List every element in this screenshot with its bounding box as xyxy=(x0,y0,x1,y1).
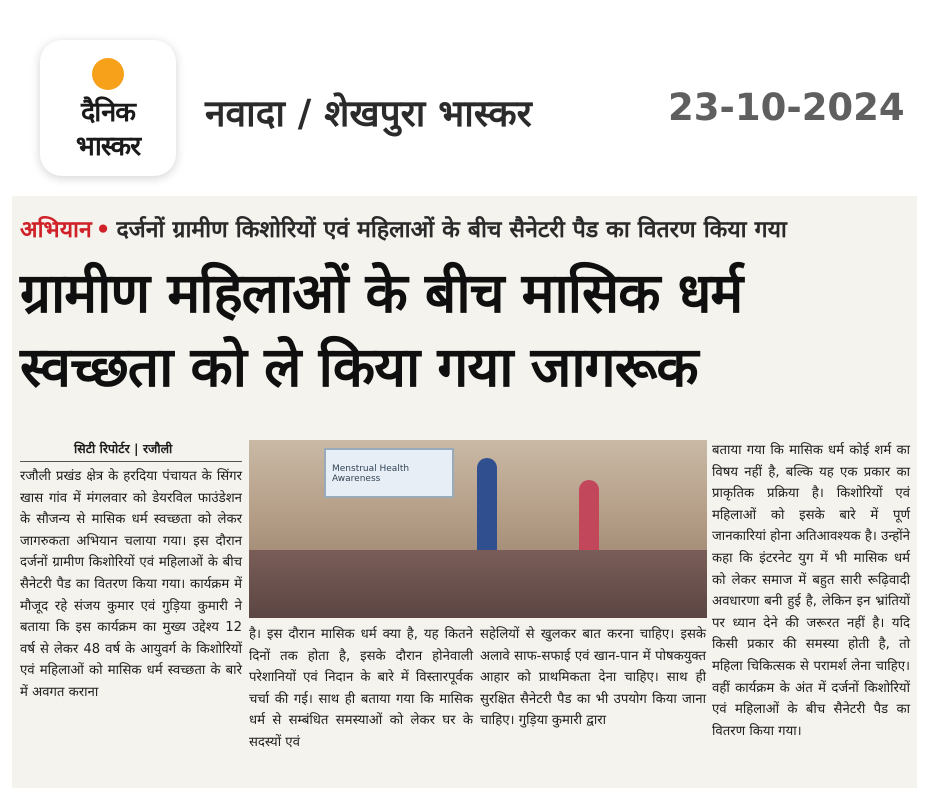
newspaper-clipping xyxy=(12,196,917,788)
edition-date: 23-10-2024 xyxy=(668,86,905,129)
speaker-figure xyxy=(477,458,497,558)
edition-title: नवादा / शेखपुरा भास्कर xyxy=(205,92,532,135)
article-column-1: रजौली प्रखंड क्षेत्र के हरदिया पंचायत के सिंगर खास गांव में मंगलवार को डेयरविल फाउंडेशन के सौजन्य से मासिक धर्म स्वच्छता को लेकर जागरुकता अभियान चलाया गया। इस दौरान दर्जनों ग्रामीण किशोरियों एवं महिलाओं के बीच सैनेटरी पैड का वितरण किया गया। कार्यक्रम में मौजूद रहे संजय कुमार एवं गुड़िया कुमारी ने बताया कि इस कार्यक्रम का मुख्य उद्देश्य 12 वर्ष से लेकर 48 वर्ष के आयुवर्ग के किशोरियों एवं महिलाओं को मासिक धर्म स्वच्छता के बारे में अवगत कराना xyxy=(20,469,242,700)
kicker-tag: अभियान xyxy=(20,217,92,243)
kicker-dot: • xyxy=(95,217,111,243)
sun-icon xyxy=(92,58,124,90)
seated-crowd xyxy=(249,550,707,618)
kicker xyxy=(20,212,787,244)
event-photo xyxy=(249,440,707,618)
headline-line-2: स्वच्छता को ले किया गया जागरूक xyxy=(20,335,698,399)
logo-line-1: दैनिक xyxy=(80,97,136,128)
article-column-4: बताया गया कि मासिक धर्म कोई शर्म का विषय नहीं है, बल्कि यह एक प्रकार का प्राकृतिक प्रक्रिया है। किशोरियों एवं महिलाओं को इसके बारे में पूर्ण जानकारियां होना अतिआवश्यक है। उन्होंने कहा कि इंटरनेट युग में भी मासिक धर्म को लेकर समाज में बहुत सारी रूढ़िवादी अवधारणा बनी हुई है, लेकिन इन भ्रांतियों पर ध्यान देने की जरूरत नहीं है। यदि किसी प्रकार की समस्या होती है, तो महिला चिकित्सक से परामर्श लेना चाहिए। वहीं कार्यक्रम के अंत में दर्जनों किशोरियों एवं महिलाओं के बीच सैनेटरी पैड का वितरण किया गया। xyxy=(712,443,910,739)
article-column-2: है। इस दौरान मासिक धर्म क्या है, यह कितने दिनों तक होता है, इसके दौरान होनेवाली परेशानियों एवं निदान के बारे में विस्तारपूर्वक चर्चा की गई। साथ ही बताया गया कि मासिक धर्म से सम्बंधित समस्याओं को लेकर घर के सदस्यों एवं xyxy=(249,627,473,750)
logo-line-2: भास्कर xyxy=(75,131,141,162)
kicker-text: दर्जनों ग्रामीण किशोरियों एवं महिलाओं के बीच सैनेटरी पैड का वितरण किया गया xyxy=(116,217,787,243)
dainik-bhaskar-logo xyxy=(40,40,176,176)
standing-figure xyxy=(579,480,599,560)
headline-line-1: ग्रामीण महिलाओं के बीच मासिक धर्म xyxy=(20,261,743,325)
article-column-3: सहेलियों से खुलकर बात करना चाहिए। इसके अलावे साफ-सफाई एवं खान-पान में पोषकयुक्त आहार को प्राथमिकता देना चाहिए। साथ ही सुरक्षित सैनेटरी पैड का भी उपयोग किया जाना चाहिए। गुड़िया कुमारी द्वारा xyxy=(480,627,706,729)
byline: सिटी रिपोर्टर | रजौली xyxy=(20,440,242,462)
photo-banner: Menstrual Health Awareness xyxy=(324,448,454,498)
